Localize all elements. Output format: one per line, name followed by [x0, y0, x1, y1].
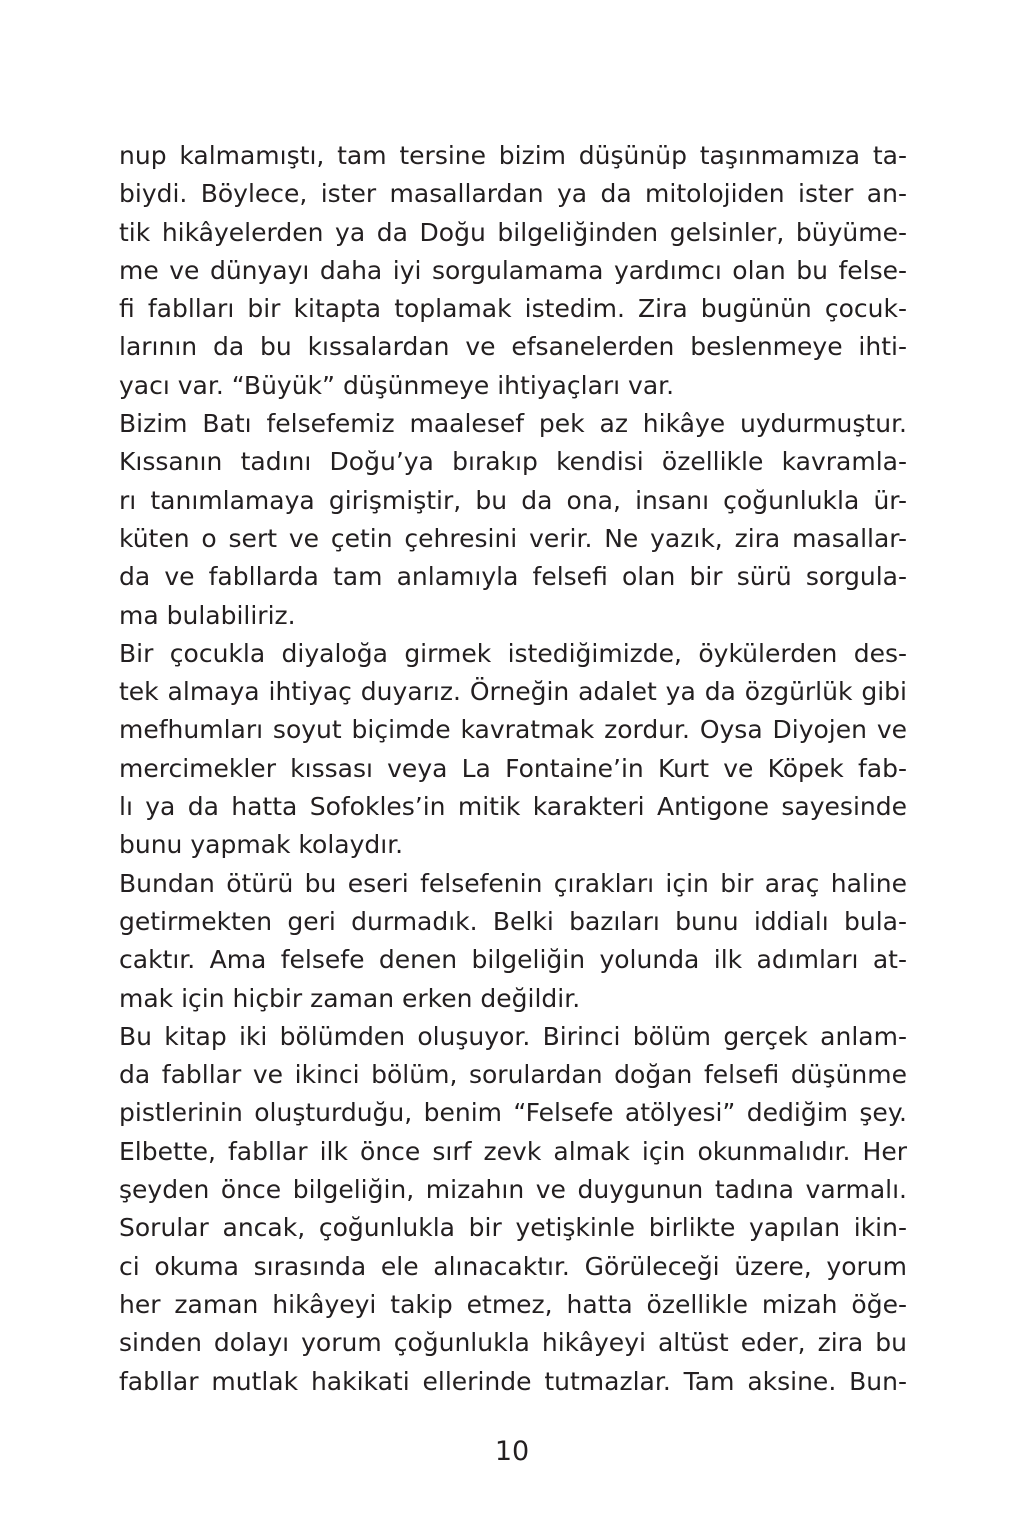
text-line: Bundan ötürü bu eseri felsefenin çırakları için bir araç haline — [119, 868, 907, 898]
text-line: yacı var. “Büyük” düşünmeye ihtiyaçları var. — [119, 370, 675, 400]
text-line: her zaman hikâyeyi takip etmez, hatta özellikle mizah öğe- — [119, 1289, 907, 1319]
text-line: pistlerinin oluşturduğu, benim “Felsefe atölyesi” dediğim şey. — [119, 1098, 907, 1128]
text-line: Elbette, fabllar ilk önce sırf zevk almak için okunmalıdır. Her — [119, 1136, 907, 1166]
text-line: mak için hiçbir zaman erken değildir. — [119, 983, 581, 1013]
text-line: me ve dünyayı daha iyi sorgulamama yardımcı olan bu felse- — [119, 255, 907, 285]
body-text — [119, 137, 907, 1401]
text-line: küten o sert ve çetin çehresini verir. Ne yazık, zira masallar- — [119, 523, 907, 553]
text-line: tek almaya ihtiyaç duyarız. Örneğin adalet ya da özgürlük gibi — [119, 677, 907, 707]
text-line: biydi. Böylece, ister masallardan ya da mitolojiden ister an- — [119, 179, 907, 209]
text-line: caktır. Ama felsefe denen bilgeliğin yolunda ilk adımları at- — [119, 945, 907, 975]
text-line: ma bulabiliriz. — [119, 600, 296, 630]
text-line: Bu kitap iki bölümden oluşuyor. Birinci bölüm gerçek anlam- — [119, 1021, 907, 1051]
text-line: ci okuma sırasında ele alınacaktır. Görüleceği üzere, yorum — [119, 1251, 907, 1281]
text-line: tik hikâyelerden ya da Doğu bilgeliğinden gelsinler, büyüme- — [119, 217, 907, 247]
text-line: Bizim Batı felsefemiz maalesef pek az hikâye uydurmuştur. — [119, 409, 907, 439]
text-line: da ve fabllarda tam anlamıyla felsefi olan bir sürü sorgula- — [119, 562, 907, 592]
text-line: da fabllar ve ikinci bölüm, sorulardan doğan felsefi düşünme — [119, 1060, 907, 1090]
text-line: Kıssanın tadını Doğu’ya bırakıp kendisi özellikle kavramla- — [119, 447, 907, 477]
text-line: fi fablları bir kitapta toplamak istedim. Zira bugünün çocuk- — [119, 294, 907, 324]
text-line: sinden dolayı yorum çoğunlukla hikâyeyi altüst eder, zira bu — [119, 1328, 907, 1358]
text-line: Sorular ancak, çoğunlukla bir yetişkinle birlikte yapılan ikin- — [119, 1213, 907, 1243]
text-line: lı ya da hatta Sofokles’in mitik karakteri Antigone sayesinde — [119, 792, 907, 822]
text-line: mercimekler kıssası veya La Fontaine’in Kurt ve Köpek fab- — [119, 753, 907, 783]
text-line: fabllar mutlak hakikati ellerinde tutmazlar. Tam aksine. Bun- — [119, 1366, 907, 1396]
text-line: şeyden önce bilgeliğin, mizahın ve duygunun tadına varmalı. — [119, 1175, 907, 1205]
text-line: getirmekten geri durmadık. Belki bazıları bunu iddialı bula- — [119, 906, 907, 936]
text-line: rı tanımlamaya girişmiştir, bu da ona, insanı çoğunlukla ür- — [119, 485, 907, 515]
text-line: larının da bu kıssalardan ve efsanelerden beslenmeye ihti- — [119, 332, 907, 362]
page-number: 10 — [494, 1436, 530, 1467]
text-line: mefhumları soyut biçimde kavratmak zordur. Oysa Diyojen ve — [119, 715, 907, 745]
text-line: Bir çocukla diyaloğa girmek istediğimizde, öykülerden des- — [119, 638, 907, 668]
text-line: bunu yapmak kolaydır. — [119, 830, 404, 860]
text-line: nup kalmamıştı, tam tersine bizim düşünüp taşınmamıza ta- — [119, 141, 907, 170]
